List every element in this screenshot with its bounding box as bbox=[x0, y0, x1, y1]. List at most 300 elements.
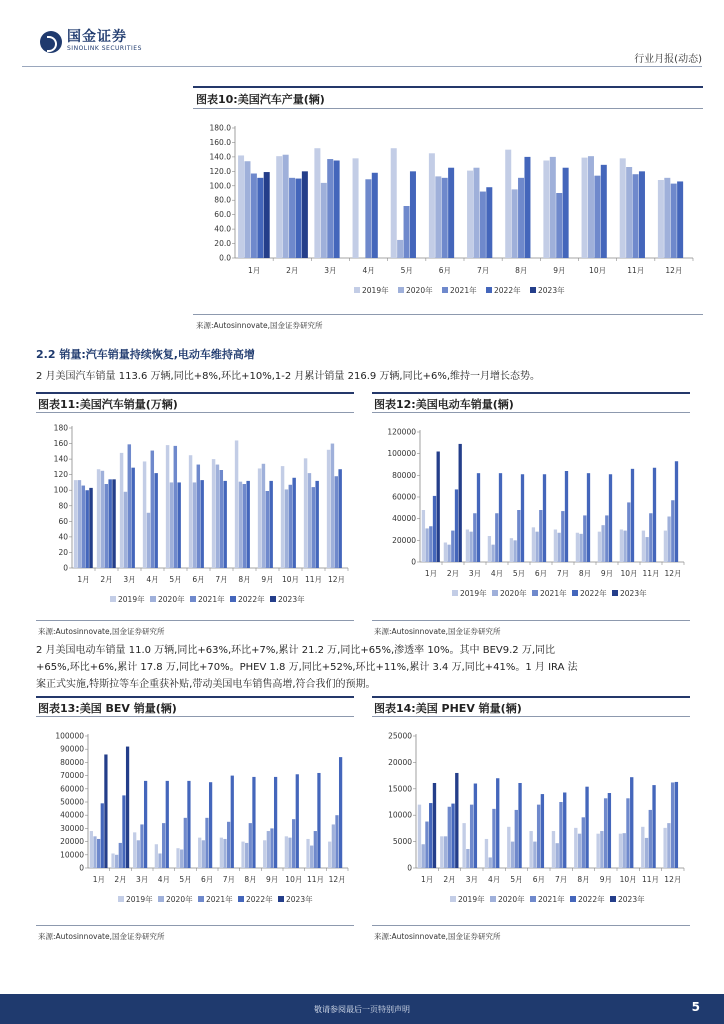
bar-2022年-4月 bbox=[499, 473, 502, 562]
bar-2022年-1月 bbox=[433, 496, 436, 562]
x-tick-label: 4月 bbox=[146, 575, 159, 584]
bar-2020年-3月 bbox=[137, 840, 140, 868]
bar-2021年-12月 bbox=[671, 782, 674, 868]
bar-2019年-4月 bbox=[155, 844, 158, 868]
bar-2021年-2月 bbox=[451, 531, 454, 562]
legend-swatch bbox=[238, 896, 244, 902]
bar-2020年-2月 bbox=[447, 545, 450, 562]
x-tick-label: 7月 bbox=[222, 875, 235, 884]
legend-label: 2021年 bbox=[540, 589, 567, 598]
bar-2020年-2月 bbox=[101, 471, 104, 568]
page-number: 5 bbox=[691, 1000, 700, 1014]
bar-2020年-4月 bbox=[489, 857, 492, 868]
legend-label: 2021年 bbox=[450, 286, 477, 295]
fig11-source: 来源:Autosinnovate,国金证券研究所 bbox=[38, 627, 165, 636]
bar-2019年-7月 bbox=[212, 459, 215, 568]
legend-label: 2019年 bbox=[118, 595, 145, 604]
bar-2019年-12月 bbox=[658, 180, 664, 258]
bar-2019年-4月 bbox=[353, 158, 359, 258]
bar-2019年-11月 bbox=[620, 158, 626, 258]
y-tick-label: 0 bbox=[411, 557, 416, 567]
bar-2020年-3月 bbox=[469, 532, 472, 562]
y-tick-label: 20 bbox=[58, 547, 68, 557]
bar-2021年-10月 bbox=[292, 819, 295, 868]
bar-2020年-5月 bbox=[397, 240, 403, 258]
legend-label: 2020年 bbox=[158, 595, 185, 604]
bar-2020年-11月 bbox=[308, 473, 311, 568]
y-tick-label: 50000 bbox=[60, 797, 84, 807]
y-tick-label: 60000 bbox=[60, 784, 84, 794]
bar-2019年-8月 bbox=[574, 828, 577, 868]
bar-2022年-6月 bbox=[543, 474, 546, 562]
bar-2019年-11月 bbox=[641, 827, 644, 868]
bar-2022年-3月 bbox=[144, 781, 147, 868]
y-tick-label: 80 bbox=[58, 501, 68, 511]
x-tick-label: 5月 bbox=[512, 569, 526, 578]
y-tick-label: 160.0 bbox=[209, 137, 231, 147]
legend-swatch bbox=[610, 896, 616, 902]
bar-2022年-3月 bbox=[131, 468, 134, 568]
y-tick-label: 0 bbox=[79, 863, 84, 873]
bar-2019年-9月 bbox=[263, 840, 266, 868]
bar-2021年-5月 bbox=[517, 510, 520, 562]
bar-2022年-9月 bbox=[274, 777, 277, 868]
bar-2019年-8月 bbox=[576, 533, 579, 562]
legend-swatch bbox=[230, 596, 236, 602]
bar-2023年-2月 bbox=[126, 747, 129, 868]
bar-2021年-9月 bbox=[605, 515, 608, 562]
y-tick-label: 140 bbox=[53, 454, 68, 464]
legend-swatch bbox=[530, 287, 536, 293]
bar-2020年-12月 bbox=[332, 824, 335, 868]
bar-2022年-5月 bbox=[521, 474, 524, 562]
bar-2019年-4月 bbox=[485, 839, 488, 868]
legend-label: 2020年 bbox=[406, 286, 433, 295]
bar-2019年-3月 bbox=[133, 832, 136, 868]
bar-2019年-5月 bbox=[391, 148, 397, 258]
bar-2020年-5月 bbox=[170, 482, 173, 568]
x-tick-label: 4月 bbox=[157, 875, 170, 884]
fig12-top-rule bbox=[372, 392, 690, 394]
bar-2020年-6月 bbox=[193, 482, 196, 568]
y-tick-label: 10000 bbox=[60, 850, 84, 860]
bar-2019年-11月 bbox=[306, 839, 309, 868]
bar-2022年-3月 bbox=[474, 784, 477, 868]
fig12-bottom-rule bbox=[372, 620, 690, 621]
x-tick-label: 7月 bbox=[555, 875, 568, 884]
bar-2021年-3月 bbox=[473, 513, 476, 562]
y-tick-label: 80.0 bbox=[214, 195, 231, 205]
legend-label: 2021年 bbox=[538, 895, 565, 904]
x-tick-label: 8月 bbox=[244, 875, 257, 884]
bar-2020年-6月 bbox=[535, 532, 538, 562]
bar-2022年-7月 bbox=[565, 471, 568, 562]
bar-2019年-7月 bbox=[467, 171, 473, 258]
bar-2020年-6月 bbox=[202, 840, 205, 868]
bar-2022年-9月 bbox=[563, 168, 569, 258]
fig13-top-rule bbox=[36, 696, 354, 698]
fig10-title-rule bbox=[193, 108, 703, 109]
bar-2021年-4月 bbox=[365, 179, 371, 258]
bar-2020年-9月 bbox=[267, 831, 270, 868]
bar-2019年-2月 bbox=[111, 853, 114, 868]
bar-2020年-8月 bbox=[239, 482, 242, 568]
bar-2020年-8月 bbox=[578, 834, 581, 868]
bar-2020年-3月 bbox=[124, 492, 127, 568]
bar-2023年-1月 bbox=[104, 754, 107, 868]
bar-2019年-9月 bbox=[598, 532, 601, 562]
bar-2020年-10月 bbox=[588, 156, 594, 258]
logo-en: SINOLINK SECURITIES bbox=[67, 45, 142, 52]
bar-2020年-3月 bbox=[466, 849, 469, 868]
fig10-source: 来源:Autosinnovate,国金证券研究所 bbox=[196, 321, 323, 330]
x-tick-label: 2月 bbox=[443, 875, 456, 884]
legend-swatch bbox=[492, 590, 498, 596]
bar-2021年-8月 bbox=[243, 484, 246, 568]
y-tick-label: 40 bbox=[58, 532, 68, 542]
fig14-top-rule bbox=[372, 696, 690, 698]
bar-2019年-6月 bbox=[529, 831, 532, 868]
bar-2019年-6月 bbox=[532, 527, 535, 562]
fig12-title-rule bbox=[372, 412, 690, 413]
x-tick-label: 5月 bbox=[169, 575, 182, 584]
bar-2021年-7月 bbox=[561, 511, 564, 562]
x-tick-label: 9月 bbox=[266, 875, 279, 884]
bar-2021年-12月 bbox=[671, 184, 677, 258]
chart-us-auto-sales bbox=[36, 418, 354, 614]
bar-2019年-3月 bbox=[314, 148, 320, 258]
bar-2023年-2月 bbox=[455, 773, 458, 868]
x-tick-label: 2月 bbox=[100, 575, 113, 584]
legend-label: 2023年 bbox=[618, 895, 645, 904]
bar-2020年-12月 bbox=[331, 444, 334, 568]
bar-2020年-1月 bbox=[78, 480, 81, 568]
x-tick-label: 2月 bbox=[286, 266, 299, 275]
x-tick-label: 12月 bbox=[665, 266, 683, 275]
legend-swatch bbox=[490, 896, 496, 902]
bar-2019年-6月 bbox=[198, 838, 201, 868]
bar-2022年-5月 bbox=[177, 482, 180, 568]
bar-2023年-2月 bbox=[302, 171, 308, 258]
bar-2019年-1月 bbox=[418, 805, 421, 868]
fig11-bottom-rule bbox=[36, 620, 354, 621]
bar-2023年-1月 bbox=[437, 452, 440, 563]
bar-2019年-5月 bbox=[176, 848, 179, 868]
x-tick-label: 7月 bbox=[556, 569, 570, 578]
bar-2022年-12月 bbox=[677, 181, 683, 258]
legend-label: 2021年 bbox=[206, 895, 233, 904]
x-tick-label: 2月 bbox=[446, 569, 460, 578]
bar-2020年-2月 bbox=[444, 836, 447, 868]
y-tick-label: 180.0 bbox=[209, 123, 231, 133]
bar-2023年-2月 bbox=[112, 479, 115, 568]
bar-2020年-9月 bbox=[262, 464, 265, 568]
page-header bbox=[0, 0, 724, 70]
bar-2020年-11月 bbox=[310, 846, 313, 868]
bar-2022年-8月 bbox=[585, 787, 588, 868]
bar-2023年-1月 bbox=[264, 172, 270, 258]
bar-2019年-5月 bbox=[166, 445, 169, 568]
fig13-source: 来源:Autosinnovate,国金证券研究所 bbox=[38, 932, 165, 941]
bar-2019年-8月 bbox=[235, 440, 238, 568]
bar-2019年-6月 bbox=[429, 153, 435, 258]
legend-swatch bbox=[452, 590, 458, 596]
bar-2020年-11月 bbox=[645, 838, 648, 868]
bar-2019年-2月 bbox=[97, 469, 100, 568]
y-tick-label: 25000 bbox=[388, 731, 412, 741]
y-tick-label: 0 bbox=[63, 563, 68, 573]
x-tick-label: 4月 bbox=[488, 875, 501, 884]
legend-label: 2023年 bbox=[538, 286, 565, 295]
y-tick-label: 60000 bbox=[392, 492, 416, 502]
y-tick-label: 60 bbox=[58, 516, 68, 526]
logo bbox=[40, 30, 142, 53]
bar-2020年-7月 bbox=[556, 843, 559, 868]
x-tick-label: 6月 bbox=[532, 875, 545, 884]
bar-2019年-10月 bbox=[582, 158, 588, 258]
bar-2021年-10月 bbox=[289, 485, 292, 568]
y-tick-label: 15000 bbox=[388, 784, 412, 794]
x-tick-label: 6月 bbox=[201, 875, 214, 884]
bar-2021年-8月 bbox=[583, 515, 586, 562]
bar-2021年-3月 bbox=[470, 805, 473, 868]
bar-2020年-12月 bbox=[667, 517, 670, 563]
legend-label: 2020年 bbox=[498, 895, 525, 904]
y-tick-label: 120 bbox=[53, 470, 68, 480]
legend-label: 2022年 bbox=[578, 895, 605, 904]
bar-2019年-2月 bbox=[440, 836, 443, 868]
bar-2020年-11月 bbox=[645, 537, 648, 562]
x-tick-label: 12月 bbox=[664, 875, 682, 884]
legend-swatch bbox=[198, 896, 204, 902]
x-tick-label: 6月 bbox=[534, 569, 548, 578]
y-tick-label: 80000 bbox=[60, 757, 84, 767]
bar-2021年-4月 bbox=[162, 823, 165, 868]
bar-2023年-1月 bbox=[89, 488, 92, 568]
chart-us-auto-production bbox=[193, 112, 703, 310]
report-type: 行业月报(动态) bbox=[634, 54, 702, 65]
bar-2020年-9月 bbox=[550, 157, 556, 258]
bar-2021年-8月 bbox=[518, 178, 524, 258]
bar-2020年-5月 bbox=[180, 850, 183, 868]
bar-2020年-7月 bbox=[216, 465, 219, 568]
bar-2020年-1月 bbox=[422, 844, 425, 868]
y-tick-label: 60.0 bbox=[214, 210, 231, 220]
legend-swatch bbox=[532, 590, 538, 596]
bar-2022年-2月 bbox=[451, 804, 454, 868]
x-tick-label: 9月 bbox=[553, 266, 566, 275]
legend-label: 2019年 bbox=[460, 589, 487, 598]
bar-2020年-9月 bbox=[601, 525, 604, 562]
legend-label: 2019年 bbox=[126, 895, 153, 904]
bar-2019年-1月 bbox=[238, 155, 244, 258]
legend-swatch bbox=[398, 287, 404, 293]
bar-2020年-7月 bbox=[557, 533, 560, 562]
bar-2020年-12月 bbox=[667, 823, 670, 868]
chart-us-ev-sales bbox=[372, 418, 690, 614]
bar-2021年-3月 bbox=[140, 824, 143, 868]
legend-swatch bbox=[270, 596, 276, 602]
bar-2020年-12月 bbox=[664, 178, 670, 258]
bar-2022年-7月 bbox=[231, 776, 234, 868]
fig14-bottom-rule bbox=[372, 925, 690, 926]
x-tick-label: 10月 bbox=[285, 875, 303, 884]
bar-2020年-4月 bbox=[158, 853, 161, 868]
bar-2019年-8月 bbox=[505, 150, 511, 258]
legend-label: 2020年 bbox=[166, 895, 193, 904]
legend-swatch bbox=[278, 896, 284, 902]
y-tick-label: 100000 bbox=[55, 731, 84, 741]
bar-2020年-4月 bbox=[491, 545, 494, 562]
bar-2020年-2月 bbox=[283, 155, 289, 258]
bar-2019年-10月 bbox=[281, 466, 284, 568]
y-tick-label: 40.0 bbox=[214, 224, 231, 234]
x-tick-label: 12月 bbox=[664, 569, 682, 578]
x-tick-label: 1月 bbox=[247, 266, 261, 275]
bar-2021年-6月 bbox=[205, 818, 208, 868]
bar-2021年-9月 bbox=[266, 491, 269, 568]
legend-label: 2019年 bbox=[362, 286, 389, 295]
bar-2023年-2月 bbox=[459, 444, 462, 562]
bar-2019年-10月 bbox=[619, 834, 622, 868]
bar-2021年-9月 bbox=[604, 798, 607, 868]
bar-2022年-12月 bbox=[675, 782, 678, 868]
fig14-source: 来源:Autosinnovate,国金证券研究所 bbox=[374, 932, 501, 941]
x-tick-label: 5月 bbox=[179, 875, 192, 884]
legend-swatch bbox=[442, 287, 448, 293]
bar-2020年-8月 bbox=[512, 189, 518, 258]
bar-2019年-12月 bbox=[663, 828, 666, 868]
bar-2022年-6月 bbox=[200, 480, 203, 568]
bar-2021年-2月 bbox=[119, 843, 122, 868]
fig10-top-rule bbox=[193, 86, 703, 88]
bar-2019年-12月 bbox=[664, 531, 667, 562]
legend-swatch bbox=[570, 896, 576, 902]
bar-2020年-10月 bbox=[623, 531, 626, 562]
bar-2022年-11月 bbox=[317, 773, 320, 868]
bar-2020年-8月 bbox=[245, 843, 248, 868]
x-tick-label: 8月 bbox=[578, 569, 592, 578]
bar-2021年-10月 bbox=[626, 798, 629, 868]
bar-2021年-12月 bbox=[335, 476, 338, 568]
fig12-source: 来源:Autosinnovate,国金证券研究所 bbox=[374, 627, 501, 636]
bar-2022年-10月 bbox=[631, 469, 634, 562]
legend-swatch bbox=[486, 287, 492, 293]
bar-2022年-5月 bbox=[410, 171, 416, 258]
bar-2022年-4月 bbox=[154, 473, 157, 568]
x-tick-label: 1月 bbox=[92, 875, 105, 884]
fig13-bottom-rule bbox=[36, 925, 354, 926]
bar-2020年-10月 bbox=[623, 833, 626, 868]
fig10-title: 图表10:美国汽车产量(辆) bbox=[196, 93, 325, 106]
x-tick-label: 11月 bbox=[304, 575, 323, 584]
bar-2022年-9月 bbox=[269, 481, 272, 568]
bar-2020年-7月 bbox=[473, 168, 479, 258]
bar-2020年-10月 bbox=[288, 838, 291, 868]
bar-2022年-11月 bbox=[639, 171, 645, 258]
y-tick-label: 120000 bbox=[387, 427, 416, 437]
bar-2020年-1月 bbox=[93, 836, 96, 868]
bar-2021年-5月 bbox=[184, 818, 187, 868]
bar-2020年-6月 bbox=[435, 176, 441, 258]
bar-2019年-9月 bbox=[596, 834, 599, 868]
bar-2021年-1月 bbox=[97, 839, 100, 868]
bar-2019年-5月 bbox=[507, 827, 510, 868]
bar-2021年-9月 bbox=[556, 193, 562, 258]
header-divider bbox=[22, 66, 702, 67]
section-heading: 2.2 销量:汽车销量持续恢复,电动车维持高增 bbox=[36, 348, 255, 361]
legend-swatch bbox=[530, 896, 536, 902]
y-tick-label: 160 bbox=[53, 439, 68, 449]
bar-2021年-8月 bbox=[582, 817, 585, 868]
bar-2019年-9月 bbox=[543, 161, 549, 259]
bar-2022年-9月 bbox=[609, 474, 612, 562]
bar-2019年-9月 bbox=[258, 468, 261, 568]
x-tick-label: 7月 bbox=[215, 575, 228, 584]
bar-2020年-5月 bbox=[513, 540, 516, 562]
fig11-title-rule bbox=[36, 412, 354, 413]
bar-2022年-11月 bbox=[315, 481, 318, 568]
x-tick-label: 9月 bbox=[261, 575, 274, 584]
fig13-title: 图表13:美国 BEV 销量(辆) bbox=[38, 702, 177, 715]
chart-us-bev-sales bbox=[36, 722, 354, 918]
x-tick-label: 3月 bbox=[123, 575, 136, 584]
bar-2022年-4月 bbox=[166, 781, 169, 868]
legend-swatch bbox=[158, 896, 164, 902]
legend-label: 2023年 bbox=[286, 895, 313, 904]
footer-disclaimer: 敬请参阅最后一页特别声明 bbox=[314, 1005, 410, 1014]
bar-2022年-6月 bbox=[448, 168, 454, 258]
bar-2020年-4月 bbox=[147, 513, 150, 568]
bar-2021年-7月 bbox=[480, 192, 486, 258]
bar-2022年-2月 bbox=[295, 179, 301, 258]
fig14-title: 图表14:美国 PHEV 销量(辆) bbox=[374, 702, 522, 715]
paragraph-2-line-2: +65%,环比+6%,累计 17.8 万,同比+70%。PHEV 1.8 万,同比+52%,环比+11%,累计 3.4 万,同比+41%。1 月 IRA 法 bbox=[36, 662, 578, 673]
x-tick-label: 8月 bbox=[238, 575, 251, 584]
bar-2020年-8月 bbox=[579, 534, 582, 562]
bar-2021年-1月 bbox=[82, 486, 85, 568]
bar-2020年-9月 bbox=[600, 831, 603, 868]
bar-2019年-11月 bbox=[642, 531, 645, 562]
logo-cn: 国金证券 bbox=[67, 29, 127, 45]
bar-2022年-5月 bbox=[187, 781, 190, 868]
x-tick-label: 8月 bbox=[577, 875, 590, 884]
x-tick-label: 4月 bbox=[490, 569, 504, 578]
bar-2022年-1月 bbox=[257, 178, 263, 258]
bar-2020年-3月 bbox=[321, 183, 327, 258]
bar-2021年-4月 bbox=[495, 513, 498, 562]
section-paragraph-1: 2 月美国汽车销量 113.6 万辆,同比+8%,环比+10%,1-2 月累计销量 216.9 万辆,同比+6%,维持一月增长态势。 bbox=[36, 371, 541, 382]
bar-2022年-10月 bbox=[630, 777, 633, 868]
x-tick-label: 10月 bbox=[281, 575, 300, 584]
y-tick-label: 20000 bbox=[392, 535, 416, 545]
legend-label: 2022年 bbox=[494, 286, 521, 295]
bar-2020年-1月 bbox=[244, 161, 250, 258]
legend-label: 2023年 bbox=[620, 589, 647, 598]
bar-2020年-1月 bbox=[425, 528, 428, 562]
bar-2022年-7月 bbox=[563, 792, 566, 868]
bar-2021年-1月 bbox=[425, 822, 428, 868]
bar-2022年-8月 bbox=[587, 473, 590, 562]
bar-2022年-7月 bbox=[486, 187, 492, 258]
bar-2019年-2月 bbox=[444, 543, 447, 563]
x-tick-label: 12月 bbox=[327, 575, 346, 584]
bar-2021年-6月 bbox=[539, 510, 542, 562]
bar-2019年-11月 bbox=[304, 458, 307, 568]
bar-2019年-4月 bbox=[488, 536, 491, 562]
legend-swatch bbox=[354, 287, 360, 293]
bar-2020年-7月 bbox=[223, 839, 226, 868]
